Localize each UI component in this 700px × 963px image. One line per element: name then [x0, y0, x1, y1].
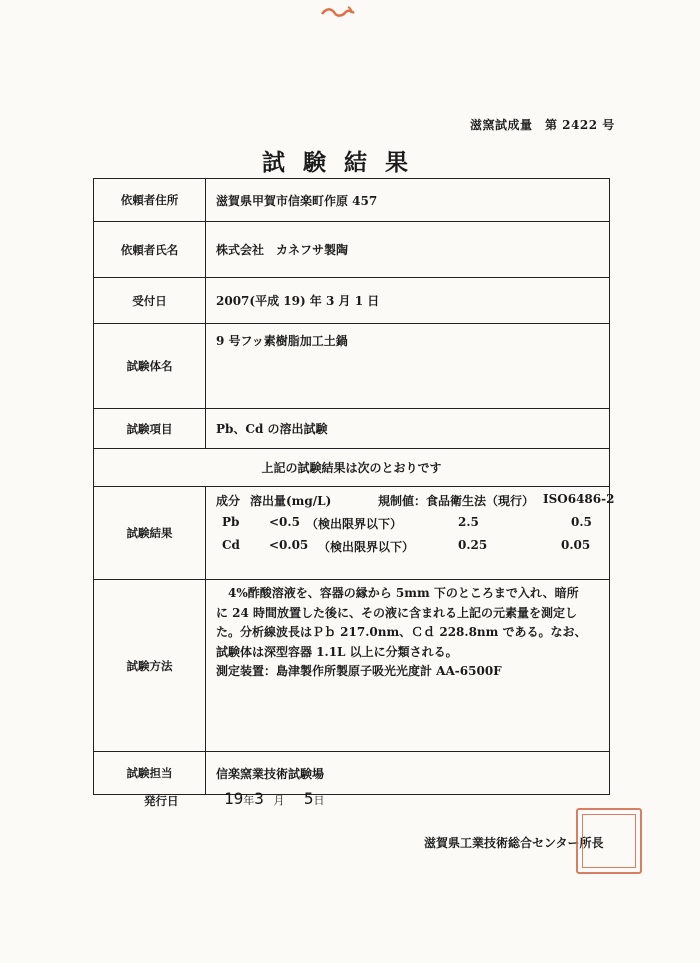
- issue-month: 3: [254, 789, 264, 808]
- method-line: 測定装置：島津製作所製原子吸光光度計 AA-6500F: [216, 664, 502, 678]
- issue-date: [224, 789, 324, 808]
- item-value: Pb、Cd の溶出試験: [206, 409, 610, 449]
- address-label: 依頼者住所: [94, 179, 206, 222]
- year-kanji: 年: [243, 794, 255, 807]
- issue-date-label: 発行日: [144, 794, 179, 808]
- iso-header: ISO6486-2: [543, 492, 615, 506]
- cd-element: Cd: [222, 538, 240, 552]
- cd-amount: <0.05: [269, 538, 309, 552]
- sample-label: 試験体名: [94, 324, 206, 409]
- cd-note: （検出限界以下）: [318, 540, 415, 554]
- method-text: [206, 580, 610, 752]
- elution-header: 溶出量(mg/L): [250, 494, 332, 508]
- result-table: [93, 178, 615, 795]
- name-value: 株式会社 カネフサ製陶: [206, 222, 610, 278]
- pb-regulation: 2.5: [458, 515, 479, 529]
- pb-iso: 0.5: [571, 515, 592, 529]
- results-block: [206, 487, 615, 579]
- method-line: 4%酢酸溶液を、容器の縁から 5mm 下のところまで入れ、暗所: [216, 586, 579, 600]
- item-label: 試験項目: [94, 409, 206, 449]
- official-seal: [576, 808, 642, 874]
- ink-stain: [318, 4, 364, 24]
- results-label: 試験結果: [94, 487, 206, 580]
- pb-amount: <0.5: [269, 515, 300, 529]
- results-cell: [206, 487, 615, 580]
- staff-value: 信楽窯業技術試験場: [206, 752, 610, 795]
- staff-label: 試験担当: [94, 752, 206, 795]
- received-value: 2007(平成 19) 年 3 月 1 日: [206, 278, 610, 324]
- component-header: 成分: [216, 494, 241, 508]
- results-notice: 上記の試験結果は次のとおりです: [94, 449, 610, 487]
- cd-iso: 0.05: [561, 538, 591, 552]
- pb-note: （検出限界以下）: [306, 517, 403, 531]
- day-kanji: 日: [313, 794, 325, 807]
- received-label: 受付日: [94, 278, 206, 324]
- regulation-header: 規制値：食品衛生法（現行）: [378, 494, 535, 508]
- method-label: 試験方法: [94, 580, 206, 752]
- issuer-name: 滋賀県工業技術総合センター所長: [424, 836, 604, 850]
- sample-value: 9 号フッ素樹脂加工土鍋: [206, 324, 610, 409]
- issue-year: 19: [224, 789, 244, 808]
- reference-number: 滋窯試成量 第 2422 号: [470, 118, 615, 132]
- method-line: に 24 時間放置した後に、その液に含まれる上記の元素量を測定し: [216, 605, 578, 620]
- pb-element: Pb: [222, 515, 240, 529]
- method-line: た。分析線波長はＰｂ 217.0nm、Ｃｄ 228.8nm である。なお、: [216, 625, 587, 639]
- method-line: 試験体は深型容器 1.1L 以上に分類される。: [216, 644, 458, 659]
- cd-regulation: 0.25: [458, 538, 488, 552]
- page-title: 試験結果: [262, 149, 426, 176]
- name-label: 依頼者氏名: [94, 222, 206, 278]
- month-kanji: 月: [273, 794, 285, 807]
- issue-day: 5: [303, 789, 314, 808]
- address-value: 滋賀県甲賀市信楽町作原 457: [206, 179, 610, 222]
